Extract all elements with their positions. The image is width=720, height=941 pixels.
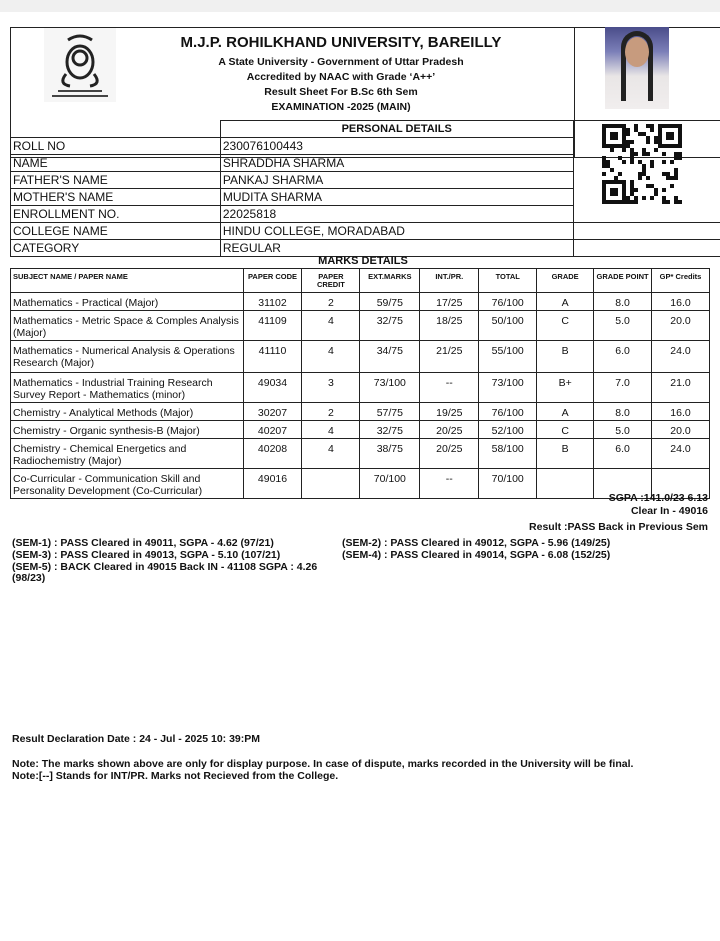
- table-cell: 2: [302, 403, 360, 421]
- sem-3: (SEM-3) : PASS Cleared in 49013, SGPA - 5.10 (107/21): [12, 549, 281, 561]
- university-subtitle: A State University - Government of Uttar Pradesh: [218, 56, 464, 68]
- examination: EXAMINATION -2025 (MAIN): [271, 101, 411, 113]
- sem-1: (SEM-1) : PASS Cleared in 49011, SGPA - 4.62 (97/21): [12, 537, 274, 549]
- column-header: PAPER CODE: [243, 269, 302, 293]
- table-cell: 20/25: [420, 421, 479, 439]
- table-cell: A: [537, 403, 594, 421]
- table-cell: C: [537, 311, 594, 341]
- table-row: [11, 373, 710, 403]
- table-cell: 4: [302, 341, 360, 373]
- table-cell: 20.0: [652, 421, 710, 439]
- note-display: Note: The marks shown above are only for display purpose. In case of dispute, marks recorded in the University will be final.: [12, 758, 634, 770]
- note-int-pr: Note:[--] Stands for INT/PR. Marks not Recieved from the College.: [12, 770, 339, 782]
- table-cell: 20.0: [652, 311, 710, 341]
- table-cell: Mathematics - Practical (Major): [11, 293, 244, 311]
- marks-table: [10, 268, 710, 499]
- table-cell: 24.0: [652, 439, 710, 469]
- row-mother: MOTHER'S NAME MUDITA SHARMA: [11, 189, 720, 206]
- table-cell: 49034: [243, 373, 302, 403]
- table-cell: 30207: [243, 403, 302, 421]
- row-father: FATHER'S NAME PANKAJ SHARMA: [11, 172, 720, 189]
- table-cell: Co-Curricular - Communication Skill and Personality Development (Co-Curricular): [11, 469, 244, 499]
- table-row: [11, 293, 710, 311]
- table-cell: 2: [302, 293, 360, 311]
- table-cell: 32/75: [360, 311, 420, 341]
- qr-code: [573, 121, 720, 223]
- table-cell: 70/100: [479, 469, 537, 499]
- table-cell: 49016: [243, 469, 302, 499]
- column-header: GRADE: [537, 269, 594, 293]
- table-cell: 70/100: [360, 469, 420, 499]
- table-cell: 52/100: [479, 421, 537, 439]
- table-cell: 21/25: [420, 341, 479, 373]
- table-cell: 73/100: [360, 373, 420, 403]
- column-header: PAPER CREDIT: [302, 269, 360, 293]
- university-logo: [44, 28, 116, 102]
- table-cell: 6.0: [594, 341, 652, 373]
- table-row: [11, 403, 710, 421]
- table-cell: 4: [302, 421, 360, 439]
- sgpa: SGPA :141.0/23 6.13: [608, 492, 708, 504]
- table-cell: 76/100: [479, 403, 537, 421]
- sem-5: (SEM-5) : BACK Cleared in 49015 Back IN - 41108 SGPA : 4.26 (98/23): [12, 561, 318, 584]
- table-cell: 57/75: [360, 403, 420, 421]
- table-cell: 17/25: [420, 293, 479, 311]
- university-name: M.J.P. ROHILKHAND UNIVERSITY, BAREILLY: [180, 34, 502, 51]
- table-row: [11, 439, 710, 469]
- row-college: COLLEGE NAME HINDU COLLEGE, MORADABAD: [11, 223, 720, 240]
- table-cell: Mathematics - Metric Space & Comples Analysis (Major): [11, 311, 244, 341]
- top-bar: [0, 0, 720, 12]
- table-cell: 8.0: [594, 403, 652, 421]
- table-cell: 50/100: [479, 311, 537, 341]
- table-cell: 8.0: [594, 293, 652, 311]
- table-row: [11, 421, 710, 439]
- table-cell: --: [420, 373, 479, 403]
- table-cell: 4: [302, 311, 360, 341]
- table-row: [11, 469, 710, 499]
- table-cell: B: [537, 439, 594, 469]
- table-cell: 73/100: [479, 373, 537, 403]
- table-cell: A: [537, 293, 594, 311]
- sem-4: (SEM-4) : PASS Cleared in 49014, SGPA - 6.08 (152/25): [342, 549, 611, 561]
- table-cell: Chemistry - Organic synthesis-B (Major): [11, 421, 244, 439]
- marks-details-title: MARKS DETAILS: [318, 255, 408, 267]
- column-header: SUBJECT NAME / PAPER NAME: [11, 269, 244, 293]
- table-cell: 31102: [243, 293, 302, 311]
- table-cell: 16.0: [652, 293, 710, 311]
- table-cell: 59/75: [360, 293, 420, 311]
- table-cell: Mathematics - Numerical Analysis & Operations Research (Major): [11, 341, 244, 373]
- accreditation: Accredited by NAAC with Grade ‘A++’: [246, 71, 436, 83]
- table-cell: 40208: [243, 439, 302, 469]
- row-enrollment: ENROLLMENT NO. 22025818: [11, 206, 720, 223]
- table-cell: 32/75: [360, 421, 420, 439]
- table-cell: Chemistry - Chemical Energetics and Radiochemistry (Major): [11, 439, 244, 469]
- sem-2: (SEM-2) : PASS Cleared in 49012, SGPA - 5.96 (149/25): [342, 537, 611, 549]
- row-roll-no: ROLL NO 230076100443: [11, 138, 720, 155]
- column-header: GRADE POINT: [594, 269, 652, 293]
- table-cell: 4: [302, 439, 360, 469]
- column-header: GP* Credits: [652, 269, 710, 293]
- table-cell: 7.0: [594, 373, 652, 403]
- result-status: Result :PASS Back in Previous Sem: [529, 521, 708, 533]
- table-cell: 41109: [243, 311, 302, 341]
- table-cell: [302, 469, 360, 499]
- table-cell: B+: [537, 373, 594, 403]
- table-cell: --: [420, 469, 479, 499]
- clear-in: Clear In - 49016: [630, 505, 708, 517]
- table-cell: Chemistry - Analytical Methods (Major): [11, 403, 244, 421]
- table-cell: 76/100: [479, 293, 537, 311]
- table-cell: C: [537, 421, 594, 439]
- table-cell: 5.0: [594, 311, 652, 341]
- table-cell: 21.0: [652, 373, 710, 403]
- table-cell: B: [537, 341, 594, 373]
- table-cell: 24.0: [652, 341, 710, 373]
- table-cell: Mathematics - Industrial Training Research Survey Report - Mathematics (minor): [11, 373, 244, 403]
- table-cell: 40207: [243, 421, 302, 439]
- personal-details-table: [10, 120, 720, 257]
- declaration-date: Result Declaration Date : 24 - Jul - 2025 10: 39:PM: [12, 733, 261, 745]
- table-cell: 18/25: [420, 311, 479, 341]
- table-cell: 34/75: [360, 341, 420, 373]
- table-cell: 55/100: [479, 341, 537, 373]
- table-cell: [537, 469, 594, 499]
- table-row: [11, 341, 710, 373]
- table-cell: 5.0: [594, 421, 652, 439]
- column-header: EXT.MARKS: [360, 269, 420, 293]
- column-header: INT./PR.: [420, 269, 479, 293]
- personal-details-title: PERSONAL DETAILS: [220, 121, 573, 138]
- table-cell: 38/75: [360, 439, 420, 469]
- table-cell: 6.0: [594, 439, 652, 469]
- sheet-title: Result Sheet For B.Sc 6th Sem: [264, 86, 418, 98]
- table-cell: 3: [302, 373, 360, 403]
- column-header: TOTAL: [479, 269, 537, 293]
- row-name: NAME SHRADDHA SHARMA: [11, 155, 720, 172]
- table-row: [11, 311, 710, 341]
- table-cell: 58/100: [479, 439, 537, 469]
- student-photo: [605, 27, 669, 109]
- table-cell: 16.0: [652, 403, 710, 421]
- table-cell: 19/25: [420, 403, 479, 421]
- table-cell: 41110: [243, 341, 302, 373]
- qr-code-icon: [602, 124, 682, 204]
- row-category: CATEGORY REGULAR: [11, 240, 720, 257]
- table-cell: 20/25: [420, 439, 479, 469]
